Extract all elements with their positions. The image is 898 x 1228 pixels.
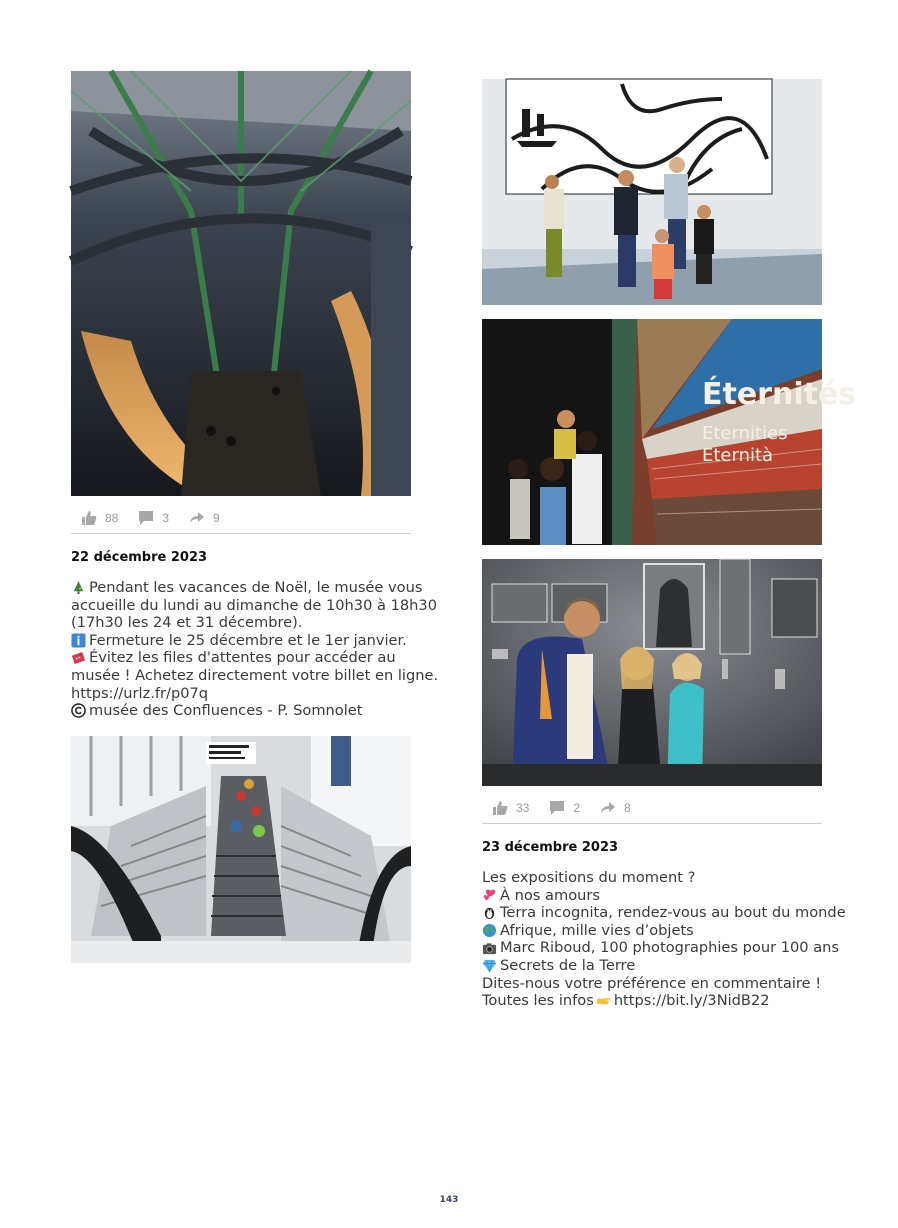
globe-icon [482, 923, 497, 938]
post-line-text: Marc Riboud, 100 photographies pour 100 ans [500, 939, 840, 957]
share-count: 8 [624, 801, 631, 815]
share-icon [189, 510, 205, 526]
post-line [71, 632, 416, 650]
post-line-text: Secrets de la Terre [500, 956, 636, 974]
copyright-icon [71, 703, 86, 718]
christmas-tree-icon [71, 580, 86, 595]
gem-icon [482, 958, 497, 973]
eternities-label: Eternities [702, 423, 788, 444]
post-line [482, 904, 846, 922]
post-line-text: Afrique, mille vies d’objets [500, 921, 694, 939]
post-line [482, 887, 827, 905]
post-line [71, 685, 416, 703]
camera-icon [482, 941, 497, 956]
right-post-stats [482, 793, 822, 824]
post-line [71, 702, 416, 720]
photo-museum-atrium [71, 71, 411, 496]
comment-count: 2 [573, 801, 581, 815]
post-line-text: Toutes les infos [482, 992, 594, 1010]
photo-eternites-exhibit [482, 319, 857, 545]
ticket-icon [71, 651, 86, 666]
two-hearts-icon [482, 888, 497, 903]
right-post-date: 23 décembre 2023 [482, 840, 619, 855]
share-icon [600, 800, 616, 816]
info-icon [71, 633, 86, 648]
like-count: 33 [516, 801, 530, 815]
post-line [482, 939, 840, 957]
penguin-icon [482, 905, 497, 920]
comment-stat[interactable] [549, 800, 580, 816]
post-line [71, 666, 439, 685]
post-link[interactable]: https://bit.ly/3NidB22 [613, 992, 770, 1010]
post-line-text: musée des Confluences - P. Somnolet [89, 702, 363, 720]
share-stat[interactable] [189, 510, 220, 526]
post-line-text: Évitez les files d'attentes pour accéder au [89, 649, 396, 667]
pointing-hand-icon [596, 993, 611, 1008]
thumbs-up-icon [492, 800, 508, 816]
post-line-text: Pendant les vacances de Noël, le musée vous [89, 579, 423, 596]
post-line [71, 596, 437, 615]
post-line-text: Dites-nous votre préférence en commentaire ! [482, 974, 822, 992]
comment-count: 3 [162, 511, 170, 525]
left-post-stats [71, 503, 411, 534]
comment-stat[interactable] [138, 510, 169, 526]
photo-photography-exhibit [482, 559, 822, 786]
post-line [71, 579, 423, 597]
comment-icon [138, 510, 154, 526]
share-count: 9 [213, 511, 220, 525]
post-line [482, 992, 827, 1010]
eternita-label: Eternità [702, 445, 774, 466]
post-line [482, 975, 827, 993]
post-line [71, 614, 416, 632]
like-count: 88 [105, 511, 119, 525]
post-line [482, 922, 827, 940]
share-stat[interactable] [600, 800, 631, 816]
photo-escalator [71, 736, 411, 963]
post-line-text: (17h30 les 24 et 31 décembre). [71, 614, 303, 632]
thumbs-up-icon [81, 510, 97, 526]
like-stat[interactable] [81, 510, 118, 526]
comment-icon [549, 800, 565, 816]
post-line-text: accueille du lundi au dimanche de 10h30 à 18h30 [71, 596, 437, 614]
post-line-text: À nos amours [500, 886, 600, 904]
post-line-text: musée ! Achetez directement votre billet en ligne. [71, 666, 439, 684]
like-stat[interactable] [492, 800, 529, 816]
post-line-text[interactable]: https://urlz.fr/p07q [71, 684, 209, 702]
post-line-text: Les expositions du moment ? [482, 869, 696, 886]
post-line [482, 957, 827, 975]
eternites-title: Éternités [702, 377, 857, 412]
post-line [71, 649, 416, 667]
left-post-text [71, 579, 439, 720]
left-post-date: 22 décembre 2023 [71, 550, 208, 565]
post-line-text: Terra incognita, rendez-vous au bout du monde [500, 904, 846, 922]
post-line [482, 869, 827, 887]
right-post-text [482, 869, 846, 1010]
photo-mural-visitors [482, 79, 822, 305]
post-line-text: Fermeture le 25 décembre et le 1er janvier. [89, 631, 407, 649]
page-number: 143 [439, 1195, 459, 1205]
